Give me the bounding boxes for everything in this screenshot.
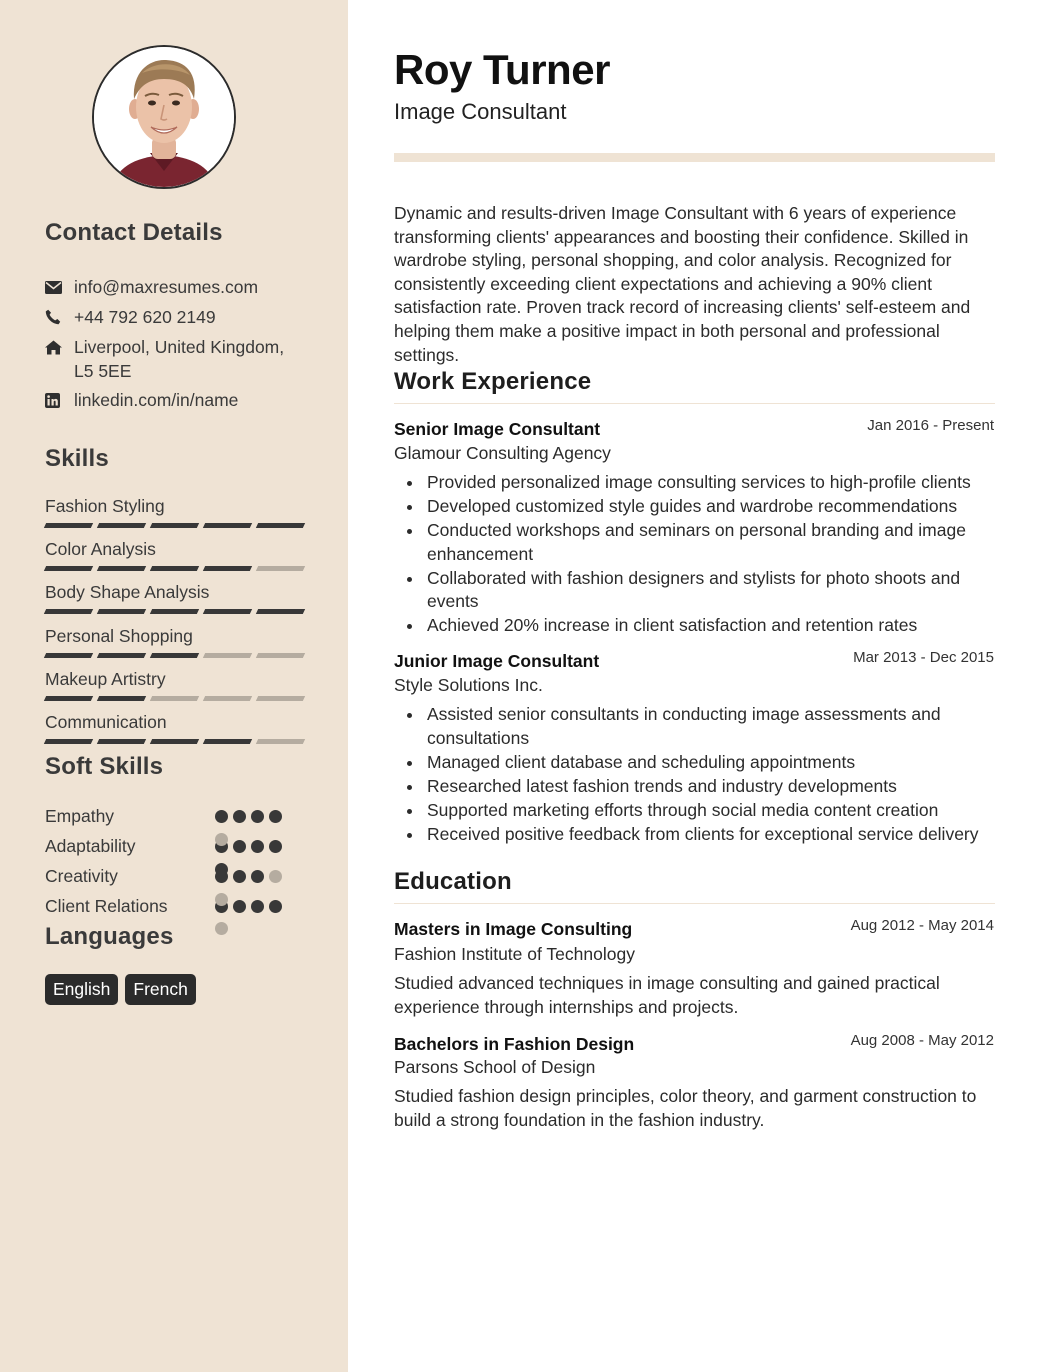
profile-photo <box>92 45 236 189</box>
contact-phone[interactable] <box>45 305 305 329</box>
skill-level-segment <box>44 609 93 614</box>
school-name: Fashion Institute of Technology <box>394 944 635 964</box>
skill-level-segment <box>97 609 146 614</box>
skill-level-segment <box>256 566 305 571</box>
job-bullet: Provided personalized image consulting services to high-profile clients <box>394 471 999 495</box>
rating-dot <box>233 810 246 823</box>
job-bullet: Assisted senior consultants in conducting image assessments and consultations <box>394 703 999 750</box>
skill-level-bar <box>45 653 305 658</box>
contact-heading: Contact Details <box>45 219 223 246</box>
rating-dot-artifact <box>215 922 228 935</box>
job-bullet: Conducted workshops and seminars on personal branding and image enhancement <box>394 519 999 566</box>
profile-summary: Dynamic and results-driven Image Consultant with 6 years of experience transforming clients' appearances and boosting their confidence. Skilled in wardrobe styling, personal shopping, and color analysis. Recognized for consistently exceeding client expectations and achieving a 90% client satisfaction rate. Proven track record of increasing clients' self-esteem and helping them make a positive impact in both personal and professional settings. <box>394 203 971 365</box>
skill-item <box>45 711 305 744</box>
skill-level-segment <box>203 566 252 571</box>
rating-dot <box>251 840 264 853</box>
skill-level-segment <box>203 653 252 658</box>
contact-email-text: info@maxresumes.com <box>74 277 259 297</box>
rating-dot <box>269 840 282 853</box>
skill-name: Communication <box>45 712 167 732</box>
contact-address-text: Liverpool, United Kingdom, L5 5EE <box>74 337 285 381</box>
skill-level-segment <box>97 566 146 571</box>
skill-level-segment <box>150 609 199 614</box>
skill-item <box>45 581 305 614</box>
job-bullet: Received positive feedback from clients for exceptional service delivery <box>394 823 999 847</box>
rating-dot <box>269 810 282 823</box>
degree-title: Masters in Image Consulting <box>394 919 633 939</box>
skill-item <box>45 538 305 571</box>
job-title: Senior Image Consultant <box>394 419 601 439</box>
job-bullet: Collaborated with fashion designers and stylists for photo shoots and events <box>394 567 999 614</box>
skill-level-segment <box>256 653 305 658</box>
skill-level-segment <box>150 653 199 658</box>
skill-level-segment <box>150 696 199 701</box>
job-bullet: Achieved 20% increase in client satisfaction and retention rates <box>394 614 999 638</box>
skill-level-segment <box>97 696 146 701</box>
job-title: Junior Image Consultant <box>394 651 600 671</box>
skill-level-segment <box>97 523 146 528</box>
header-divider <box>394 153 995 162</box>
skill-level-segment <box>256 609 305 614</box>
skill-name: Color Analysis <box>45 539 156 560</box>
skill-name: Body Shape Analysis <box>45 582 210 603</box>
degree-description: Studied fashion design principles, color theory, and garment construction to build a strong foundation in the fashion industry. <box>394 1086 977 1130</box>
skill-level-segment <box>150 566 199 571</box>
job-dates: Jan 2016 - Present <box>867 417 994 434</box>
contact-linkedin[interactable] <box>45 388 305 412</box>
skill-level-bar <box>45 566 305 571</box>
skill-level-segment <box>44 739 93 744</box>
job-bullets <box>394 471 999 638</box>
job-company: Style Solutions Inc. <box>394 675 543 695</box>
candidate-name: Roy Turner <box>394 46 610 93</box>
linkedin-icon <box>45 388 63 412</box>
portrait-image <box>94 47 234 187</box>
job-bullet: Developed customized style guides and wardrobe recommendations <box>394 495 999 519</box>
sidebar <box>0 0 348 1372</box>
rating-dot <box>251 870 264 883</box>
skill-item <box>45 625 305 658</box>
skill-level-bar <box>45 523 305 528</box>
rating-dot <box>215 810 228 823</box>
skill-level-segment <box>44 653 93 658</box>
skill-level-segment <box>203 609 252 614</box>
skill-level-segment <box>203 696 252 701</box>
skill-name: Personal Shopping <box>45 625 193 646</box>
skill-level-segment <box>150 739 199 744</box>
home-icon <box>45 335 63 359</box>
work-heading: Work Experience <box>394 368 592 395</box>
language-badge: English <box>45 974 118 1005</box>
contact-linkedin-text: linkedin.com/in/name <box>74 390 239 410</box>
envelope-icon <box>45 275 63 299</box>
skill-level-segment <box>44 566 93 571</box>
section-rule <box>394 403 995 404</box>
education-heading: Education <box>394 868 512 895</box>
rating-dot <box>233 840 246 853</box>
job-company: Glamour Consulting Agency <box>394 443 611 463</box>
skill-level-segment <box>256 696 305 701</box>
soft-skill-name: Client Relations <box>45 896 168 916</box>
rating-dot <box>269 900 282 913</box>
languages-heading: Languages <box>45 923 174 950</box>
soft-skill-rating <box>215 810 282 823</box>
phone-icon <box>45 305 63 329</box>
soft-skills-heading: Soft Skills <box>45 753 164 780</box>
skill-level-segment <box>97 653 146 658</box>
skill-item <box>45 495 305 528</box>
soft-skill-item <box>45 834 305 858</box>
skills-heading: Skills <box>45 445 109 472</box>
skill-level-segment <box>256 739 305 744</box>
job-bullet: Researched latest fashion trends and industry developments <box>394 775 999 799</box>
language-badge: French <box>125 974 195 1005</box>
rating-dot-artifact <box>215 893 228 906</box>
skill-level-segment <box>150 523 199 528</box>
degree-dates: Aug 2012 - May 2014 <box>850 917 994 934</box>
contact-address <box>45 335 305 383</box>
skill-level-segment <box>97 739 146 744</box>
job-bullets <box>394 703 999 847</box>
skill-level-segment <box>203 523 252 528</box>
soft-skill-item <box>45 894 305 918</box>
skill-level-segment <box>256 523 305 528</box>
skill-level-segment <box>203 739 252 744</box>
rating-dot <box>233 870 246 883</box>
soft-skill-item <box>45 864 305 888</box>
contact-phone-text: +44 792 620 2149 <box>74 307 216 327</box>
degree-title: Bachelors in Fashion Design <box>394 1034 635 1054</box>
degree-dates: Aug 2008 - May 2012 <box>850 1032 994 1049</box>
contact-email[interactable] <box>45 275 305 299</box>
job-dates: Mar 2013 - Dec 2015 <box>853 649 994 666</box>
soft-skill-name: Creativity <box>45 866 118 886</box>
soft-skill-name: Empathy <box>45 806 115 826</box>
skill-level-bar <box>45 696 305 701</box>
soft-skill-name: Adaptability <box>45 836 136 856</box>
rating-dot <box>233 900 246 913</box>
rating-dot <box>251 900 264 913</box>
skill-item <box>45 668 305 701</box>
job-bullet: Supported marketing efforts through social media content creation <box>394 799 999 823</box>
skill-level-segment <box>44 696 93 701</box>
skill-level-segment <box>44 523 93 528</box>
rating-dot <box>251 810 264 823</box>
section-rule <box>394 903 995 904</box>
rating-dot-artifact <box>215 833 228 846</box>
skill-name: Makeup Artistry <box>45 668 166 689</box>
school-name: Parsons School of Design <box>394 1057 596 1077</box>
skill-level-bar <box>45 609 305 614</box>
candidate-title: Image Consultant <box>394 99 567 124</box>
job-bullet: Managed client database and scheduling appointments <box>394 751 999 775</box>
soft-skill-item <box>45 804 305 828</box>
skill-level-bar <box>45 739 305 744</box>
rating-dot <box>269 870 282 883</box>
skill-name: Fashion Styling <box>45 496 165 516</box>
rating-dot-artifact <box>215 863 228 876</box>
degree-description: Studied advanced techniques in image consulting and gained practical experience through internships and projects. <box>394 973 940 1017</box>
languages-list <box>45 974 196 1005</box>
